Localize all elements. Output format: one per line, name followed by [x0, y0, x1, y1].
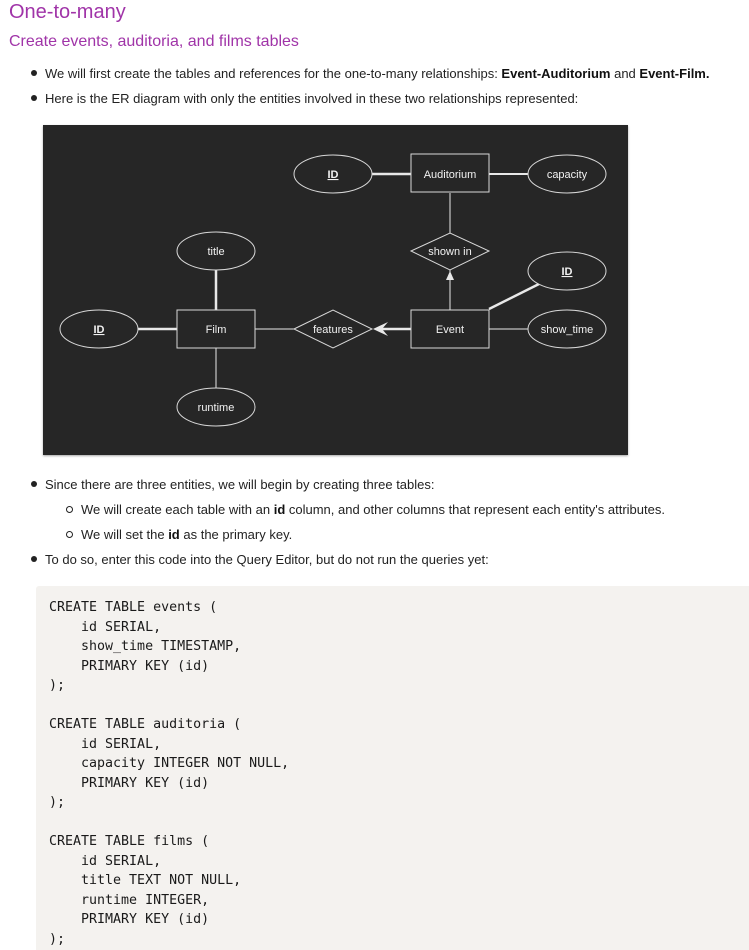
sub-bullet-text: as the primary key. [179, 527, 293, 542]
code-line: title TEXT NOT NULL, [49, 873, 242, 888]
attr-event-id-label: ID [561, 266, 573, 278]
bullet-text-connector: and [610, 66, 640, 81]
code-line: CREATE TABLE events ( [49, 600, 218, 615]
code-line: CREATE TABLE films ( [49, 834, 210, 849]
code-line: id SERIAL, [49, 620, 162, 635]
line-event-id [489, 284, 539, 309]
code-line: runtime INTEGER, [49, 893, 210, 908]
sub-bullet-text: We will create each table with an [81, 502, 274, 517]
code-line: ); [49, 932, 66, 947]
relationship-features-label: features [313, 324, 353, 336]
code-line: PRIMARY KEY (id) [49, 659, 210, 674]
section-subtitle: Create events, auditoria, and films tables [9, 33, 299, 50]
attr-runtime-label: runtime [197, 402, 235, 414]
sub-bullet-item-primary-key [81, 526, 292, 543]
keyword-id: id [273, 502, 286, 517]
bullet-item-relationships [45, 65, 709, 82]
sub-bullet-marker [66, 531, 73, 538]
code-line: ); [49, 678, 66, 693]
page-title: One-to-many [9, 1, 126, 23]
bullet-marker [31, 70, 37, 76]
bullet-item-three-tables: Since there are three entities, we will begin by creating three tables: [45, 477, 435, 492]
keyword-id: id [168, 527, 180, 542]
attr-showtime-label: show_time [540, 324, 594, 336]
entity-event-label: Event [435, 324, 465, 336]
sub-bullet-text: column, and other columns that represent each entity's attributes. [285, 502, 665, 517]
code-line: show_time TIMESTAMP, [49, 639, 242, 654]
code-line: CREATE TABLE auditoria ( [49, 717, 242, 732]
er-diagram-svg [43, 125, 628, 455]
code-line: ); [49, 795, 66, 810]
attr-film-id-label: ID [93, 324, 105, 336]
bullet-item-query-editor: To do so, enter this code into the Query Editor, but do not run the queries yet: [45, 552, 489, 567]
relationship-shownin-label: shown in [428, 246, 472, 258]
bullet-marker [31, 556, 37, 562]
code-line: id SERIAL, [49, 854, 162, 869]
attr-title-label: title [207, 246, 225, 258]
attr-auditorium-id-label: ID [327, 169, 339, 181]
bullet-marker [31, 95, 37, 101]
relationship-name-event-film: Event-Film. [639, 66, 710, 81]
sub-bullet-text: We will set the [81, 527, 169, 542]
arrowhead-to-shownin [446, 271, 454, 280]
sub-bullet-marker [66, 506, 73, 513]
sub-bullet-item-id-column [81, 501, 665, 518]
code-line: capacity INTEGER NOT NULL, [49, 756, 290, 771]
entity-auditorium-label: Auditorium [423, 169, 477, 181]
code-line: PRIMARY KEY (id) [49, 912, 210, 927]
code-line: PRIMARY KEY (id) [49, 776, 210, 791]
er-diagram [43, 125, 628, 455]
code-line: id SERIAL, [49, 737, 162, 752]
bullet-text: We will first create the tables and references for the one-to-many relationships: [45, 66, 502, 81]
bullet-marker [31, 481, 37, 487]
bullet-item-er-diagram: Here is the ER diagram with only the entities involved in these two relationships represented: [45, 91, 579, 106]
relationship-name-event-auditorium: Event-Auditorium [501, 66, 611, 81]
entity-film-label: Film [205, 324, 227, 336]
attr-capacity-label: capacity [546, 169, 588, 181]
